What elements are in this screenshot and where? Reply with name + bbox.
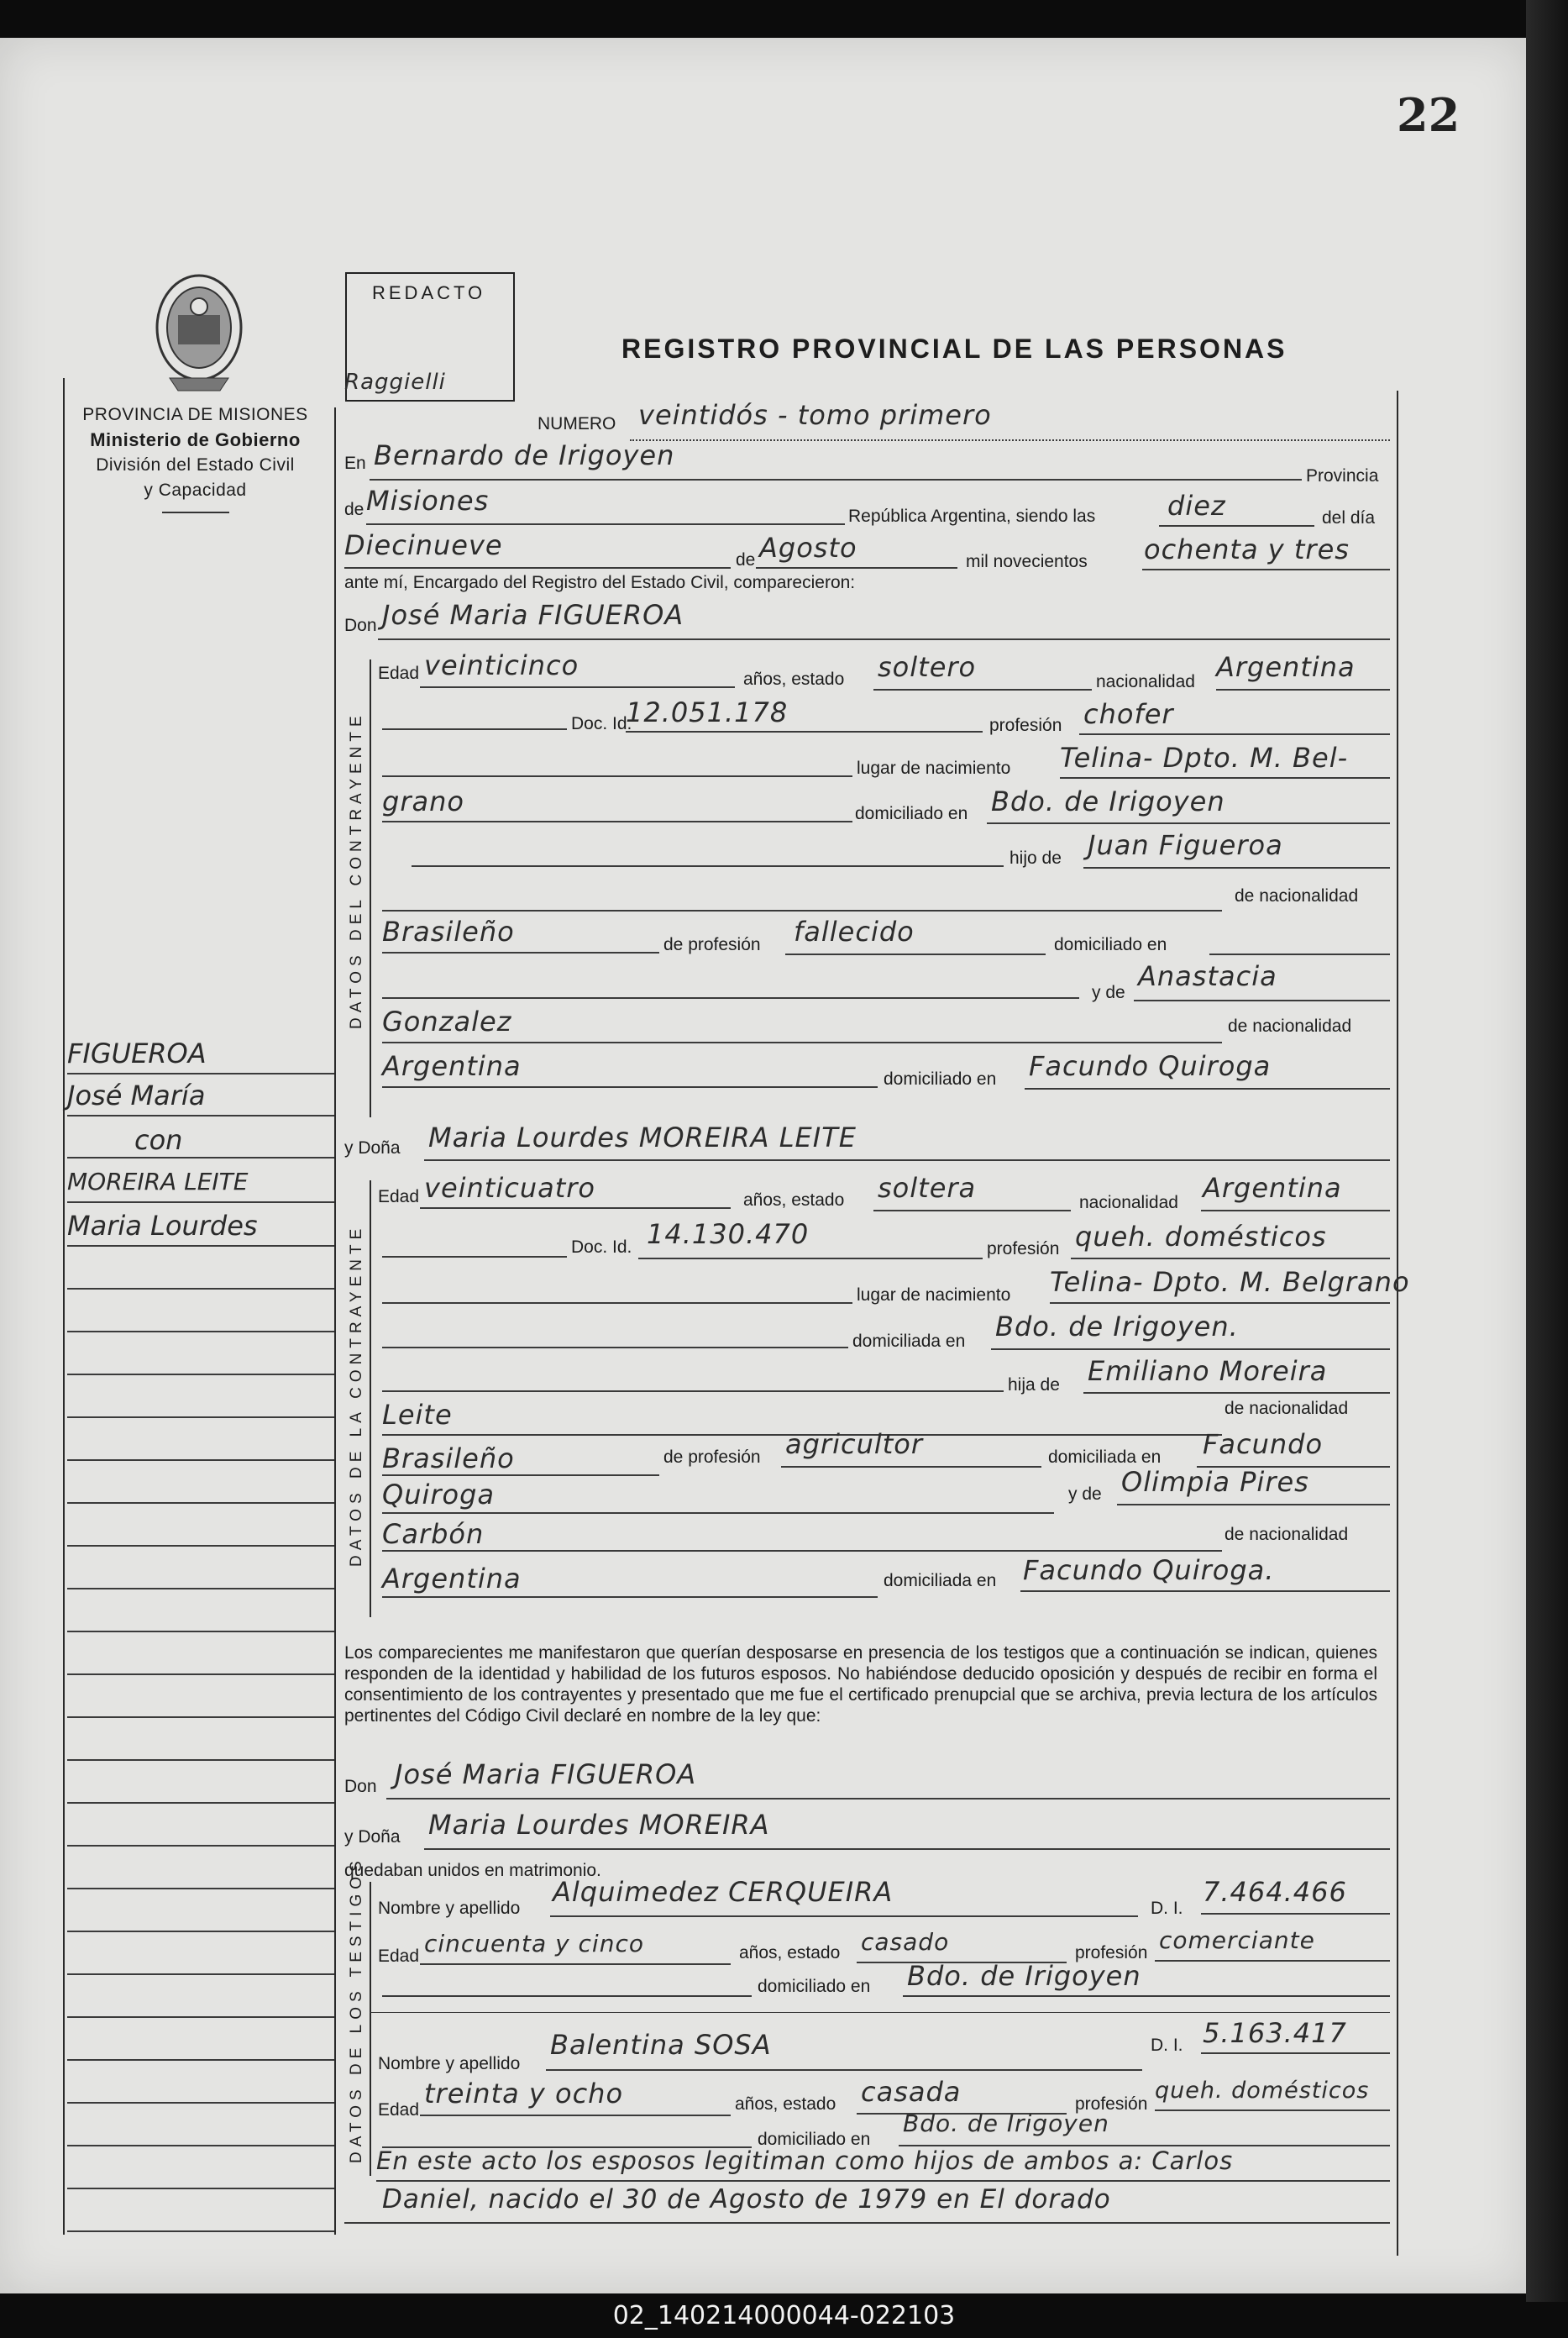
margin-ruled-line <box>67 1631 334 1632</box>
de-label-2: de <box>736 550 756 570</box>
province-value: Misiones <box>366 485 490 517</box>
w1-edad-label: Edad <box>378 1947 420 1966</box>
division-name: División del Estado Civil <box>96 455 295 475</box>
bride-padre: Emiliano Moreira <box>1088 1355 1328 1387</box>
margin-ruled-line <box>67 1588 334 1589</box>
place-line <box>370 479 1302 481</box>
groom-madre-nac-line <box>382 1086 878 1088</box>
witness-divider <box>370 2012 1390 2013</box>
w1-domicilio: Bdo. de Irigoyen <box>907 1960 1141 1992</box>
w2-profesion: queh. domésticos <box>1155 2078 1370 2104</box>
bride-dom-label: domiciliada en <box>852 1332 966 1351</box>
w2-dom-label: domiciliado en <box>758 2130 871 2149</box>
groom-madre-nac: Argentina <box>382 1050 522 1082</box>
groom-edad: veinticinco <box>424 649 579 681</box>
bride-section-border <box>370 1180 371 1617</box>
groom-madre-dom-line <box>1025 1088 1390 1090</box>
bride-padre-prof: agricultor <box>785 1428 924 1460</box>
w2-estado: casada <box>861 2076 962 2108</box>
margin-left-border <box>63 378 65 2235</box>
month-line <box>756 567 957 569</box>
groom-padre-prof-line <box>785 954 1046 955</box>
dona-line <box>424 1159 1390 1161</box>
bride-padre-nac: Brasileño <box>382 1442 515 1474</box>
bride-doc-pre-line <box>382 1256 567 1258</box>
groom-hijo-pre-line <box>412 865 1004 867</box>
bride-doc-label: Doc. Id. <box>571 1237 632 1257</box>
year-line <box>1142 569 1390 570</box>
w2-prof-line <box>1155 2109 1390 2111</box>
bride-padre-dom: Facundo <box>1203 1428 1324 1460</box>
ministry-name: Ministerio de Gobierno <box>90 429 301 450</box>
w1-edad-line <box>420 1963 731 1965</box>
groom-dom-label: domiciliado en <box>855 804 968 823</box>
groom-madre-nac-pre-line <box>382 1042 1222 1043</box>
w2-domicilio: Bdo. de Irigoyen <box>903 2109 1109 2137</box>
groom-dom-line <box>987 822 1390 824</box>
province-name: PROVINCIA DE MISIONES <box>82 405 308 424</box>
binding-spine <box>1526 0 1568 2302</box>
groom-section-label: DATOS DEL CONTRAYENTE <box>348 711 365 1029</box>
groom-profesion: chofer <box>1083 698 1174 730</box>
groom-estado: soltero <box>878 651 977 683</box>
w1-d-line <box>1201 1913 1390 1915</box>
bride-madre-dom: Facundo Quiroga. <box>1023 1554 1275 1586</box>
w2-edad-label: Edad <box>378 2100 420 2120</box>
redacto-label: REDACTO <box>372 282 486 303</box>
groom-padre-nac-pre-line <box>382 910 1222 912</box>
bride-madre-nac-pre-line <box>382 1550 1222 1552</box>
w1-dom-label: domiciliado en <box>758 1977 871 1996</box>
groom-edad-line <box>420 686 735 688</box>
margin-name-2: Maria Lourdes <box>67 1210 258 1242</box>
bride-dom-label-2: domiciliada en <box>1048 1447 1162 1467</box>
groom-lugar-cont: grano <box>382 785 464 817</box>
w1-dom-line <box>903 1995 1390 1997</box>
margin-line-3 <box>67 1157 334 1158</box>
bride-estado: soltera <box>878 1172 977 1204</box>
w2-d-line <box>1201 2052 1390 2054</box>
bride-nac-label: nacionalidad <box>1079 1193 1178 1212</box>
statement-paragraph: Los comparecientes me manifestaron que querían desposarse en presencia de los testigos que a continuación se indican, quienes responden de la identidad y habilidad de los futuros esposos. No habiéndose deducido oposición y después de recibir en forma el consentimiento de los contrayentes y presentado que me fue el certificado prenupcial que se archiva, previa lectura de los artículos pertinentes del Código Civil declaré en nombre de la ley que: <box>344 1643 1377 1726</box>
groom-lugar-line <box>1060 777 1390 779</box>
numero-label: NUMERO <box>538 414 616 433</box>
groom-doc: 12.051.178 <box>626 696 789 728</box>
groom-anos-label: años, estado <box>743 670 845 689</box>
margin-ruled-line <box>67 2059 334 2061</box>
margin-ruled-line <box>67 1888 334 1889</box>
groom-madre-dom: Facundo Quiroga <box>1029 1050 1272 1082</box>
w2-nombre-label: Nombre y apellido <box>378 2054 521 2073</box>
don-value: José Maria FIGUEROA <box>382 599 684 631</box>
w1-nombre-line <box>550 1915 1138 1917</box>
bride-madre-dom-line <box>1020 1590 1390 1592</box>
groom-doc-line <box>626 731 983 733</box>
bride-nacionalidad: Argentina <box>1203 1172 1342 1204</box>
margin-ruled-line <box>67 1716 334 1718</box>
note-line-1 <box>376 2180 1390 2182</box>
province-line <box>366 523 845 525</box>
margin-line-2 <box>67 1115 334 1116</box>
groom-madre: Anastacia <box>1138 960 1277 992</box>
margin-ruled-line <box>67 1331 334 1332</box>
day-line <box>344 567 731 569</box>
groom-madre-pre-line <box>382 997 1079 999</box>
margin-ruled-line <box>67 2230 334 2232</box>
bride-doc-line <box>638 1258 983 1259</box>
document-page <box>0 38 1529 2293</box>
bride-nac-line <box>1201 1210 1390 1211</box>
bride-padre-dom-cont: Quiroga <box>382 1479 496 1511</box>
groom-doc-label: Doc. Id. <box>571 714 632 733</box>
bride-de-nac-label: de nacionalidad <box>1225 1399 1349 1418</box>
bride-padre-cont: Leite <box>382 1399 453 1431</box>
numero-value: veintidós - tomo primero <box>638 399 992 431</box>
year-value: ochenta y tres <box>1144 533 1350 565</box>
margin-ruled-line <box>67 2016 334 2018</box>
bride-de-prof-label: de profesión <box>663 1447 761 1467</box>
bride-edad-label: Edad <box>378 1187 420 1206</box>
groom-prof-line <box>1079 733 1390 735</box>
bride-lugar-line <box>1050 1302 1390 1304</box>
numero-line <box>630 439 1390 441</box>
del-dia-label: del día <box>1322 508 1376 528</box>
bride-doc: 14.130.470 <box>647 1218 810 1250</box>
bride-madre: Olimpia Pires <box>1121 1466 1309 1498</box>
statement-don-label: Don <box>344 1777 377 1796</box>
margin-con: con <box>134 1124 183 1156</box>
margin-ruled-line <box>67 1502 334 1504</box>
mil-label: mil novecientos <box>966 552 1088 571</box>
de-label: de <box>344 500 364 519</box>
groom-dom-pre-line <box>382 821 852 822</box>
bride-section-label: DATOS DE LA CONTRAYENTE <box>348 1223 365 1567</box>
legitimation-note-line-2: Daniel, nacido el 30 de Agosto de 1979 en El dorado <box>382 2184 1111 2215</box>
groom-padre-dom-line <box>1209 954 1390 955</box>
statement-dona-label: y Doña <box>344 1827 401 1847</box>
margin-line-4 <box>67 1201 334 1203</box>
republica-label: República Argentina, siendo las <box>848 507 1096 526</box>
margin-line-1 <box>67 1073 334 1074</box>
margin-ruled-line <box>67 2145 334 2146</box>
w2-edad-line <box>420 2115 731 2116</box>
groom-madre-cont: Gonzalez <box>382 1006 512 1038</box>
margin-ruled-line <box>67 1673 334 1675</box>
groom-prof-label: profesión <box>989 716 1062 735</box>
bride-estado-line <box>873 1210 1071 1211</box>
margin-ruled-line <box>67 1459 334 1461</box>
witness-section-label: DATOS DE LOS TESTIGOS <box>348 1856 365 2163</box>
day-value: Diecinueve <box>344 529 503 561</box>
don-label: Don <box>344 616 377 635</box>
w1-d-label: D. I. <box>1151 1899 1183 1918</box>
bride-padre-line <box>1083 1392 1390 1394</box>
bride-edad: veinticuatro <box>424 1172 595 1204</box>
groom-de-prof-label: de profesión <box>663 935 761 954</box>
bride-madre-cont: Carbón <box>382 1518 485 1550</box>
groom-y-de-label: y de <box>1092 983 1125 1002</box>
bride-prof-line <box>1071 1258 1390 1259</box>
margin-right-border <box>334 407 336 2235</box>
redacto-signature: Raggielli <box>344 370 446 395</box>
right-border <box>1397 391 1398 2256</box>
groom-nac-label: nacionalidad <box>1096 672 1195 691</box>
bride-edad-line <box>420 1207 731 1209</box>
groom-lugar-label: lugar de nacimiento <box>857 759 1011 778</box>
register-title: REGISTRO PROVINCIAL DE LAS PERSONAS <box>621 334 1287 364</box>
groom-de-nac-label: de nacionalidad <box>1235 886 1359 906</box>
groom-padre-nac-line <box>382 952 659 954</box>
page-number: 22 <box>1397 88 1460 142</box>
note-line-2 <box>344 2222 1390 2224</box>
w2-d-label: D. I. <box>1151 2036 1183 2055</box>
statement-don-line <box>386 1798 1390 1799</box>
w1-profesion: comerciante <box>1159 1926 1315 1954</box>
groom-padre-nac: Brasileño <box>382 916 515 948</box>
groom-padre-prof: fallecido <box>794 916 915 948</box>
groom-padre: Juan Figueroa <box>1088 829 1283 861</box>
bride-lugar: Telina- Dpto. M. Belgrano <box>1050 1266 1410 1298</box>
groom-dom-label-3: domiciliado en <box>884 1069 997 1089</box>
margin-name: José María <box>67 1080 206 1111</box>
bride-hija-label: hija de <box>1008 1375 1060 1395</box>
groom-estado-line <box>873 689 1092 691</box>
scan-id-footer: 02_140214000044-022103 <box>612 2301 956 2330</box>
bride-dom-line <box>991 1348 1390 1350</box>
w1-prof-label: profesión <box>1075 1943 1148 1962</box>
w2-nombre-line <box>546 2069 1142 2071</box>
w2-anos-label: años, estado <box>735 2094 836 2114</box>
coat-of-arms-seal <box>153 269 245 395</box>
margin-line-5 <box>67 1245 334 1247</box>
margin-ruled-line <box>67 1931 334 1932</box>
dona-value: Maria Lourdes MOREIRA LEITE <box>428 1122 857 1153</box>
issuing-authority <box>55 402 336 513</box>
hour-line <box>1159 525 1314 527</box>
groom-doc-pre-line <box>382 728 567 730</box>
groom-nacionalidad: Argentina <box>1216 651 1356 683</box>
w1-nombre-label: Nombre y apellido <box>378 1899 521 1918</box>
w1-estado: casado <box>861 1928 950 1956</box>
margin-ruled-line <box>67 2102 334 2104</box>
bride-prof-label: profesión <box>987 1239 1060 1258</box>
groom-nac-line <box>1216 689 1390 691</box>
groom-madre-line <box>1134 1000 1390 1001</box>
w1-dom-pre-line <box>382 1995 752 1997</box>
margin-ruled-line <box>67 1845 334 1847</box>
divider <box>162 512 229 513</box>
groom-hijo-label: hijo de <box>1009 849 1062 868</box>
legitimation-note-line-1: En este acto los esposos legitiman como hijos de ambos a: Carlos <box>376 2146 1234 2175</box>
bride-madre-nac-line <box>382 1596 878 1598</box>
margin-ruled-line <box>67 1288 334 1290</box>
margin-ruled-line <box>67 1973 334 1975</box>
bride-madre-line <box>1117 1504 1390 1505</box>
groom-edad-label: Edad <box>378 664 420 683</box>
bride-y-de-label: y de <box>1068 1484 1102 1504</box>
groom-lugar-pre-line <box>382 775 852 777</box>
bride-anos-label: años, estado <box>743 1190 845 1210</box>
w2-prof-label: profesión <box>1075 2094 1148 2114</box>
place-value: Bernardo de Irigoyen <box>374 439 675 471</box>
groom-dom-label-2: domiciliado en <box>1054 935 1167 954</box>
margin-ruled-line <box>67 2188 334 2189</box>
bride-profesion: queh. domésticos <box>1075 1221 1327 1253</box>
bride-de-nac-label-2: de nacionalidad <box>1225 1525 1349 1544</box>
margin-ruled-line <box>67 1545 334 1547</box>
margin-ruled-line <box>67 1374 334 1375</box>
w2-nombre: Balentina SOSA <box>550 2029 772 2061</box>
statement-dona-line <box>424 1848 1390 1850</box>
bride-dom-pre-line <box>382 1347 848 1348</box>
groom-padre-line <box>1083 867 1390 869</box>
margin-ruled-line <box>67 1416 334 1418</box>
margin-ruled-line <box>67 1802 334 1804</box>
witness-section-border <box>370 1882 371 2176</box>
w1-d: 7.464.466 <box>1203 1876 1347 1908</box>
groom-domicilio: Bdo. de Irigoyen <box>991 785 1225 817</box>
groom-section-border <box>370 659 371 1117</box>
margin-ruled-line <box>67 1759 334 1761</box>
ante-label: ante mí, Encargado del Registro del Estado Civil, comparecieron: <box>344 573 856 592</box>
bride-padre-prof-line <box>781 1466 1041 1468</box>
w2-d: 5.163.417 <box>1203 2017 1347 2049</box>
hour-value: diez <box>1167 490 1226 522</box>
dona-label: y Doña <box>344 1138 401 1158</box>
bride-dom-label-3: domiciliada en <box>884 1571 997 1590</box>
margin-surname-2: MOREIRA LEITE <box>67 1168 249 1195</box>
provincia-label: Provincia <box>1306 466 1379 486</box>
w1-edad: cincuenta y cinco <box>424 1930 644 1957</box>
w1-prof-line <box>1155 1960 1390 1962</box>
w1-nombre: Alquimedez CERQUEIRA <box>553 1876 894 1908</box>
statement-dona-value: Maria Lourdes MOREIRA <box>428 1809 770 1841</box>
don-line <box>378 638 1390 640</box>
unidos-text: quedaban unidos en matrimonio. <box>344 1861 601 1880</box>
margin-surname: FIGUEROA <box>67 1038 207 1069</box>
bride-lugar-pre-line <box>382 1302 852 1304</box>
bride-hija-pre-line <box>382 1390 1004 1392</box>
bride-domicilio: Bdo. de Irigoyen. <box>995 1311 1239 1342</box>
bride-madre-nac: Argentina <box>382 1563 522 1595</box>
w1-anos-label: años, estado <box>739 1943 841 1962</box>
en-label: En <box>344 454 366 473</box>
groom-de-nac-label-2: de nacionalidad <box>1228 1017 1352 1036</box>
capacity-name: y Capacidad <box>144 481 247 500</box>
groom-lugar: Telina- Dpto. M. Bel- <box>1060 742 1349 774</box>
bride-padre-nac-line <box>382 1474 659 1476</box>
month-value: Agosto <box>759 532 857 564</box>
w2-edad: treinta y ocho <box>424 2078 624 2109</box>
statement-don-value: José Maria FIGUEROA <box>395 1758 697 1790</box>
bride-madre-pre-line <box>382 1512 1054 1514</box>
bride-lugar-label: lugar de nacimiento <box>857 1285 1011 1305</box>
